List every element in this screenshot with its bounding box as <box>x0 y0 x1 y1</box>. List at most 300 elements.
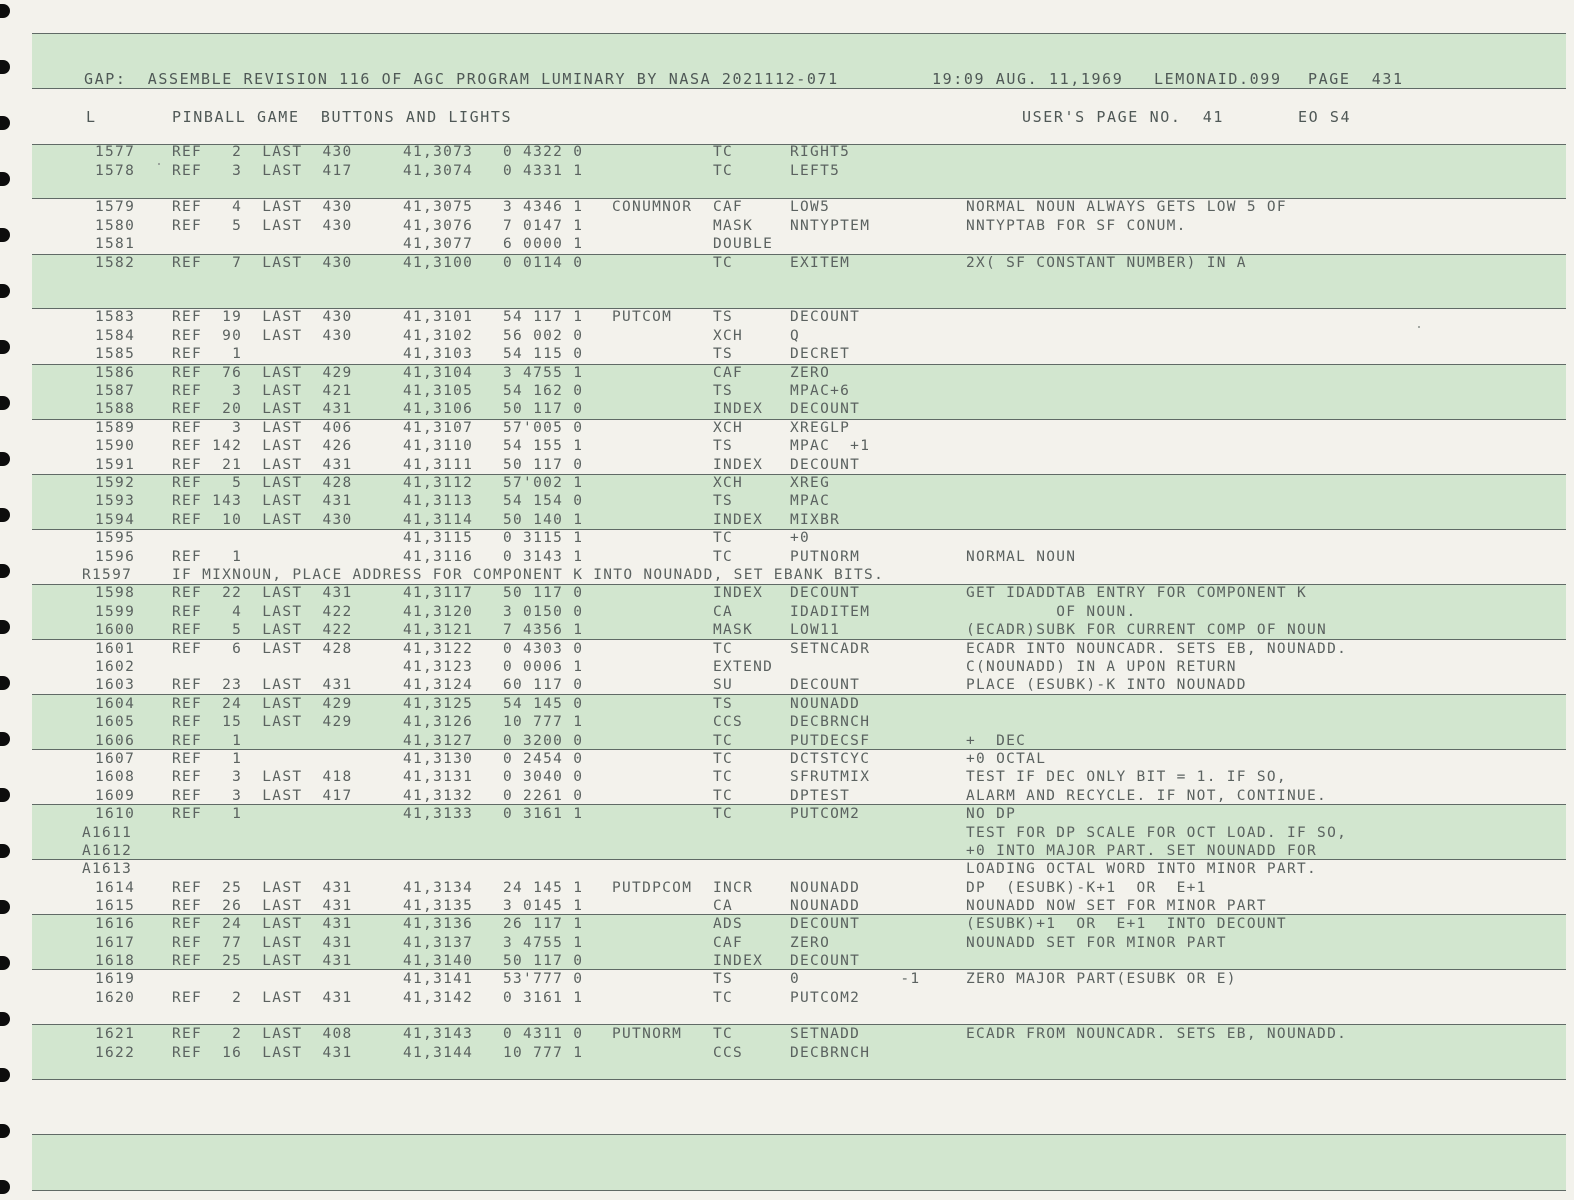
ref-field: REF 25 LAST 431 <box>172 880 353 896</box>
ref-field: REF 1 <box>172 346 243 362</box>
line-number: 1614 <box>95 880 136 896</box>
line-number: 1620 <box>95 990 136 1006</box>
ref-field: REF 3 LAST 406 <box>172 420 353 436</box>
ref-field: REF 6 LAST 428 <box>172 641 353 657</box>
opcode: TS <box>713 346 734 362</box>
binder-hole <box>0 956 10 970</box>
octal-code: 0 2261 0 <box>503 788 584 804</box>
comment: NNTYPTAB FOR SF CONUM. <box>966 218 1187 234</box>
opcode: CAF <box>713 199 744 215</box>
binder-hole <box>0 1068 10 1082</box>
ref-field: REF 10 LAST 430 <box>172 512 353 528</box>
binder-hole <box>0 396 10 410</box>
line-number: 1600 <box>95 622 136 638</box>
comment: (ESUBK)+1 OR E+1 INTO DECOUNT <box>966 916 1287 932</box>
binder-hole <box>0 676 10 690</box>
opcode: INDEX <box>713 953 764 969</box>
opcode: CCS <box>713 714 744 730</box>
operand: 0 -1 <box>790 971 921 987</box>
address: 41,3120 <box>403 604 474 620</box>
address: 41,3117 <box>403 585 474 601</box>
section-title: PINBALL GAME BUTTONS AND LIGHTS <box>172 108 513 126</box>
comment: TEST FOR DP SCALE FOR OCT LOAD. IF SO, <box>966 825 1348 841</box>
operand: NOUNADD <box>790 696 861 712</box>
listing-title: GAP: ASSEMBLE REVISION 116 OF AGC PROGRAM LUMINARY BY NASA 2021112-071 <box>84 70 839 88</box>
opcode: INDEX <box>713 512 764 528</box>
line-number: 1617 <box>95 935 136 951</box>
opcode: CAF <box>713 935 744 951</box>
operand: DECOUNT <box>790 457 861 473</box>
operand: LOW5 <box>790 199 831 215</box>
ref-field: REF 21 LAST 431 <box>172 457 353 473</box>
line-number: 1578 <box>95 163 136 179</box>
octal-code: 3 0150 0 <box>503 604 584 620</box>
address: 41,3136 <box>403 916 474 932</box>
binder-hole <box>0 564 10 578</box>
ref-field: REF 4 LAST 422 <box>172 604 353 620</box>
binder-hole <box>0 116 10 130</box>
operand: ZERO <box>790 935 831 951</box>
address: 41,3105 <box>403 383 474 399</box>
octal-code: 50 117 0 <box>503 457 584 473</box>
address: 41,3137 <box>403 935 474 951</box>
octal-code: 0 4331 1 <box>503 163 584 179</box>
octal-code: 3 4346 1 <box>503 199 584 215</box>
address: 41,3113 <box>403 493 474 509</box>
rule-line <box>32 1190 1566 1191</box>
opcode: TS <box>713 383 734 399</box>
operand: PUTCOM2 <box>790 990 861 1006</box>
binder-hole <box>0 1012 10 1026</box>
operand: MPAC <box>790 493 831 509</box>
ref-field: REF 142 LAST 426 <box>172 438 353 454</box>
address: 41,3143 <box>403 1026 474 1042</box>
rule-line <box>32 1134 1566 1135</box>
binder-hole <box>0 788 10 802</box>
comment: ALARM AND RECYCLE. IF NOT, CONTINUE. <box>966 788 1328 804</box>
line-number: 1585 <box>95 346 136 362</box>
label-field: PUTDPCOM <box>612 880 693 896</box>
opcode: TC <box>713 990 734 1006</box>
octal-code: 0 3040 0 <box>503 769 584 785</box>
comment: ZERO MAJOR PART(ESUBK OR E) <box>966 971 1237 987</box>
opcode: TS <box>713 309 734 325</box>
line-number: 1595 <box>95 530 136 546</box>
octal-code: 60 117 0 <box>503 677 584 693</box>
address: 41,3074 <box>403 163 474 179</box>
address: 41,3103 <box>403 346 474 362</box>
line-number: 1592 <box>95 475 136 491</box>
address: 41,3140 <box>403 953 474 969</box>
octal-code: 10 777 1 <box>503 1045 584 1061</box>
address: 41,3107 <box>403 420 474 436</box>
address: 41,3106 <box>403 401 474 417</box>
ref-field: REF 90 LAST 430 <box>172 328 353 344</box>
line-number: 1599 <box>95 604 136 620</box>
address: 41,3123 <box>403 659 474 675</box>
address: 41,3134 <box>403 880 474 896</box>
ref-field: REF 1 <box>172 733 243 749</box>
binder-hole <box>0 1124 10 1138</box>
operand: RIGHT5 <box>790 144 851 160</box>
address: 41,3121 <box>403 622 474 638</box>
operand: DECOUNT <box>790 916 861 932</box>
address: 41,3144 <box>403 1045 474 1061</box>
binder-hole <box>0 844 10 858</box>
line-number: 1588 <box>95 401 136 417</box>
ref-field: REF 3 LAST 417 <box>172 788 353 804</box>
line-number: 1586 <box>95 365 136 381</box>
address: 41,3126 <box>403 714 474 730</box>
binder-hole <box>0 172 10 186</box>
address: 41,3112 <box>403 475 474 491</box>
label-field: CONUMNOR <box>612 199 693 215</box>
operand: DECOUNT <box>790 585 861 601</box>
address: 41,3133 <box>403 806 474 822</box>
line-number: A1613 <box>82 861 133 877</box>
line-number: 1604 <box>95 696 136 712</box>
address: 41,3115 <box>403 530 474 546</box>
address: 41,3102 <box>403 328 474 344</box>
line-number: 1610 <box>95 806 136 822</box>
octal-code: 0 2454 0 <box>503 751 584 767</box>
operand: SETNADD <box>790 1026 861 1042</box>
line-number: 1619 <box>95 971 136 987</box>
opcode: XCH <box>713 420 744 436</box>
listing-mark: L <box>86 108 97 126</box>
label-field: PUTCOM <box>612 309 673 325</box>
octal-code: 0 3200 0 <box>503 733 584 749</box>
remark-text: IF MIXNOUN, PLACE ADDRESS FOR COMPONENT K INTO NOUNADD, SET EBANK BITS. <box>172 567 885 583</box>
address: 41,3131 <box>403 769 474 785</box>
octal-code: 0 3161 1 <box>503 990 584 1006</box>
operand: MPAC +1 <box>790 438 871 454</box>
octal-code: 7 0147 1 <box>503 218 584 234</box>
line-number: 1615 <box>95 898 136 914</box>
octal-code: 0 4322 0 <box>503 144 584 160</box>
opcode: TC <box>713 530 734 546</box>
line-number: 1602 <box>95 659 136 675</box>
ref-field: REF 4 LAST 430 <box>172 199 353 215</box>
line-number: 1622 <box>95 1045 136 1061</box>
operand: DECBRNCH <box>790 714 871 730</box>
ref-field: REF 24 LAST 429 <box>172 696 353 712</box>
opcode: CA <box>713 898 734 914</box>
opcode: CA <box>713 604 734 620</box>
opcode: XCH <box>713 475 744 491</box>
print-datetime: 19:09 AUG. 11,1969 <box>932 70 1124 88</box>
octal-code: 0 3115 1 <box>503 530 584 546</box>
opcode: ADS <box>713 916 744 932</box>
octal-code: 50 117 0 <box>503 953 584 969</box>
octal-code: 50 117 0 <box>503 585 584 601</box>
comment: ECADR FROM NOUNCADR. SETS EB, NOUNADD. <box>966 1026 1348 1042</box>
comment: GET IDADDTAB ENTRY FOR COMPONENT K <box>966 585 1308 601</box>
operand: DPTEST <box>790 788 851 804</box>
paper-speck <box>1418 326 1420 328</box>
line-number: R1597 <box>82 567 133 583</box>
comment: (ECADR)SUBK FOR CURRENT COMP OF NOUN <box>966 622 1328 638</box>
operand: SFRUTMIX <box>790 769 871 785</box>
comment: NOUNADD SET FOR MINOR PART <box>966 935 1227 951</box>
job-name: LEMONAID.099 <box>1154 70 1282 88</box>
opcode: MASK <box>713 622 754 638</box>
octal-code: 54 162 0 <box>503 383 584 399</box>
opcode: INDEX <box>713 457 764 473</box>
comment: NORMAL NOUN ALWAYS GETS LOW 5 OF <box>966 199 1287 215</box>
line-number: 1616 <box>95 916 136 932</box>
octal-code: 53'777 0 <box>503 971 584 987</box>
opcode: TC <box>713 788 734 804</box>
address: 41,3114 <box>403 512 474 528</box>
binder-hole <box>0 900 10 914</box>
ref-field: REF 25 LAST 431 <box>172 953 353 969</box>
octal-code: 3 0145 1 <box>503 898 584 914</box>
opcode: TC <box>713 163 734 179</box>
ref-field: REF 3 LAST 417 <box>172 163 353 179</box>
address: 41,3116 <box>403 549 474 565</box>
address: 41,3100 <box>403 255 474 271</box>
line-number: 1590 <box>95 438 136 454</box>
comment: 2X( SF CONSTANT NUMBER) IN A <box>966 255 1247 271</box>
operand: DECRET <box>790 346 851 362</box>
octal-code: 10 777 1 <box>503 714 584 730</box>
address: 41,3135 <box>403 898 474 914</box>
comment: ECADR INTO NOUNCADR. SETS EB, NOUNADD. <box>966 641 1348 657</box>
address: 41,3076 <box>403 218 474 234</box>
comment: + DEC <box>966 733 1027 749</box>
opcode: TC <box>713 144 734 160</box>
opcode: TC <box>713 549 734 565</box>
opcode: DOUBLE <box>713 236 774 252</box>
ref-field: REF 15 LAST 429 <box>172 714 353 730</box>
line-number: 1601 <box>95 641 136 657</box>
ref-field: REF 5 LAST 428 <box>172 475 353 491</box>
opcode: TC <box>713 806 734 822</box>
operand: DECOUNT <box>790 953 861 969</box>
address: 41,3073 <box>403 144 474 160</box>
binder-hole <box>0 1180 10 1194</box>
opcode: MASK <box>713 218 754 234</box>
binder-hole <box>0 4 10 18</box>
rule-line <box>32 859 1566 860</box>
octal-code: 50 140 1 <box>503 512 584 528</box>
line-number: 1577 <box>95 144 136 160</box>
operand: PUTNORM <box>790 549 861 565</box>
page-number: PAGE 431 <box>1308 70 1404 88</box>
line-number: 1581 <box>95 236 136 252</box>
operand: Q <box>790 328 801 344</box>
operand: NOUNADD <box>790 898 861 914</box>
address: 41,3077 <box>403 236 474 252</box>
opcode: CCS <box>713 1045 744 1061</box>
ref-field: REF 5 LAST 422 <box>172 622 353 638</box>
comment: C(NOUNADD) IN A UPON RETURN <box>966 659 1237 675</box>
line-number: 1603 <box>95 677 136 693</box>
octal-code: 54 117 1 <box>503 309 584 325</box>
line-number: 1621 <box>95 1026 136 1042</box>
octal-code: 50 117 0 <box>503 401 584 417</box>
octal-code: 3 4755 1 <box>503 935 584 951</box>
line-number: A1612 <box>82 843 133 859</box>
opcode: TC <box>713 769 734 785</box>
address: 41,3127 <box>403 733 474 749</box>
binder-hole <box>0 228 10 242</box>
opcode: INDEX <box>713 401 764 417</box>
address: 41,3111 <box>403 457 474 473</box>
binder-hole <box>0 284 10 298</box>
ref-field: REF 5 LAST 430 <box>172 218 353 234</box>
operand: MPAC+6 <box>790 383 851 399</box>
octal-code: 54 155 1 <box>503 438 584 454</box>
ref-field: REF 76 LAST 429 <box>172 365 353 381</box>
comment: NO DP <box>966 806 1017 822</box>
operand: SETNCADR <box>790 641 871 657</box>
line-number: 1609 <box>95 788 136 804</box>
line-number: 1618 <box>95 953 136 969</box>
opcode: INCR <box>713 880 754 896</box>
octal-code: 26 117 1 <box>503 916 584 932</box>
opcode: TS <box>713 696 734 712</box>
line-number: A1611 <box>82 825 133 841</box>
opcode: CAF <box>713 365 744 381</box>
line-number: 1608 <box>95 769 136 785</box>
address: 41,3141 <box>403 971 474 987</box>
green-band <box>32 1134 1566 1190</box>
opcode: TS <box>713 493 734 509</box>
address: 41,3104 <box>403 365 474 381</box>
octal-code: 57'002 1 <box>503 475 584 491</box>
comment: NORMAL NOUN <box>966 549 1077 565</box>
operand: EXITEM <box>790 255 851 271</box>
operand: LOW11 <box>790 622 841 638</box>
binder-hole <box>0 340 10 354</box>
ref-field: REF 22 LAST 431 <box>172 585 353 601</box>
octal-code: 6 0000 1 <box>503 236 584 252</box>
ref-field: REF 24 LAST 431 <box>172 916 353 932</box>
opcode: TC <box>713 1026 734 1042</box>
ref-field: REF 3 LAST 418 <box>172 769 353 785</box>
operand: MIXBR <box>790 512 841 528</box>
binder-hole <box>0 452 10 466</box>
operand: +0 <box>790 530 811 546</box>
octal-code: 3 4755 1 <box>503 365 584 381</box>
octal-code: 7 4356 1 <box>503 622 584 638</box>
users-page-number: USER'S PAGE NO. 41 <box>1022 108 1224 126</box>
binder-hole <box>0 732 10 746</box>
comment: OF NOUN. <box>966 604 1137 620</box>
opcode: TC <box>713 751 734 767</box>
rule-line <box>32 33 1566 34</box>
octal-code: 54 145 0 <box>503 696 584 712</box>
operand: XREGLP <box>790 420 851 436</box>
address: 41,3130 <box>403 751 474 767</box>
address: 41,3101 <box>403 309 474 325</box>
comment: NOUNADD NOW SET FOR MINOR PART <box>966 898 1267 914</box>
operand: NOUNADD <box>790 880 861 896</box>
line-number: 1598 <box>95 585 136 601</box>
comment: TEST IF DEC ONLY BIT = 1. IF SO, <box>966 769 1287 785</box>
ref-field: REF 1 <box>172 751 243 767</box>
operand: ZERO <box>790 365 831 381</box>
ref-field: REF 19 LAST 430 <box>172 309 353 325</box>
operand: DECOUNT <box>790 309 861 325</box>
octal-code: 0 0114 0 <box>503 255 584 271</box>
ref-field: REF 77 LAST 431 <box>172 935 353 951</box>
address: 41,3125 <box>403 696 474 712</box>
binder-hole <box>0 60 10 74</box>
operand: PUTCOM2 <box>790 806 861 822</box>
opcode: EXTEND <box>713 659 774 675</box>
opcode: TC <box>713 733 734 749</box>
operand: DECBRNCH <box>790 1045 871 1061</box>
comment: PLACE (ESUBK)-K INTO NOUNADD <box>966 677 1247 693</box>
line-number: 1582 <box>95 255 136 271</box>
octal-code: 57'005 0 <box>503 420 584 436</box>
octal-code: 0 3143 1 <box>503 549 584 565</box>
address: 41,3124 <box>403 677 474 693</box>
line-number: 1591 <box>95 457 136 473</box>
rule-line <box>32 1079 1566 1080</box>
opcode: TS <box>713 438 734 454</box>
operand: NNTYPTEM <box>790 218 871 234</box>
line-number: 1594 <box>95 512 136 528</box>
octal-code: 24 145 1 <box>503 880 584 896</box>
line-number: 1579 <box>95 199 136 215</box>
label-field: PUTNORM <box>612 1026 683 1042</box>
opcode: INDEX <box>713 585 764 601</box>
opcode: TC <box>713 255 734 271</box>
address: 41,3142 <box>403 990 474 1006</box>
paper-speck <box>158 163 160 165</box>
eq-label: EO S4 <box>1298 108 1352 126</box>
address: 41,3110 <box>403 438 474 454</box>
address: 41,3075 <box>403 199 474 215</box>
line-number: 1587 <box>95 383 136 399</box>
binder-hole <box>0 508 10 522</box>
ref-field: REF 7 LAST 430 <box>172 255 353 271</box>
comment: +0 INTO MAJOR PART. SET NOUNADD FOR <box>966 843 1318 859</box>
opcode: TS <box>713 971 734 987</box>
ref-field: REF 1 <box>172 806 243 822</box>
operand: DECOUNT <box>790 677 861 693</box>
address: 41,3122 <box>403 641 474 657</box>
opcode: SU <box>713 677 734 693</box>
line-number: 1596 <box>95 549 136 565</box>
operand: DCTSTCYC <box>790 751 871 767</box>
ref-field: REF 2 LAST 430 <box>172 144 353 160</box>
line-number: 1583 <box>95 309 136 325</box>
line-number: 1605 <box>95 714 136 730</box>
octal-code: 0 4303 0 <box>503 641 584 657</box>
octal-code: 54 154 0 <box>503 493 584 509</box>
line-number: 1593 <box>95 493 136 509</box>
octal-code: 56 002 0 <box>503 328 584 344</box>
opcode: TC <box>713 641 734 657</box>
ref-field: REF 2 LAST 431 <box>172 990 353 1006</box>
ref-field: REF 2 LAST 408 <box>172 1026 353 1042</box>
binder-hole <box>0 620 10 634</box>
comment: DP (ESUBK)-K+1 OR E+1 <box>966 880 1207 896</box>
octal-code: 0 0006 1 <box>503 659 584 675</box>
operand: LEFT5 <box>790 163 841 179</box>
octal-code: 0 4311 0 <box>503 1026 584 1042</box>
line-number: 1607 <box>95 751 136 767</box>
operand: PUTDECSF <box>790 733 871 749</box>
line-number: 1584 <box>95 328 136 344</box>
line-number: 1606 <box>95 733 136 749</box>
ref-field: REF 143 LAST 431 <box>172 493 353 509</box>
